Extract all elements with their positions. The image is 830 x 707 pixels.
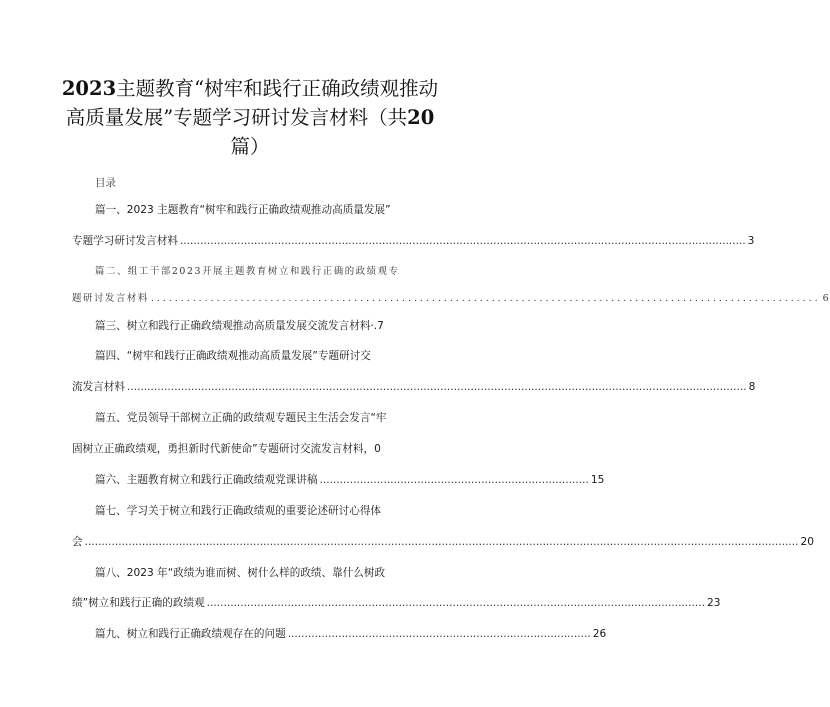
title-count: 20 [407, 106, 435, 129]
toc-entry-5-line1[interactable] [95, 411, 420, 425]
leader-dots: .................................................................................................................................................................................................................... [84, 536, 799, 548]
title-line2: 高质量发展”专题学习研讨发言材料（共 [65, 106, 408, 129]
toc-entry-9-line1[interactable] [95, 627, 607, 641]
leader-dots: ........................................................................................................................................................................ [179, 235, 746, 247]
toc-page-number: 3 [747, 235, 755, 247]
toc-entry-7-line1[interactable] [95, 504, 420, 518]
toc-entry-text: 篇七、学习关于树立和践行正确政绩观的重要论述研讨心得体 [95, 505, 382, 517]
title-line3: 篇） [230, 135, 270, 158]
toc-entry-6-line1[interactable] [95, 473, 605, 487]
toc-entry-text: 篇四、“树牢和践行正确政绩观推动高质量发展”专题研讨交 [95, 350, 371, 362]
toc-page-number: 6 [822, 293, 830, 304]
leader-dots: ................................................................................................................ [150, 293, 821, 304]
toc-entry-8-line2[interactable] [72, 596, 721, 610]
toc-entry-text: 会 [72, 536, 83, 548]
toc-heading: 目录 [95, 177, 116, 189]
toc-page-number: 8 [748, 381, 756, 393]
document-title [50, 74, 450, 161]
toc-entry-text: 篇一、2023 主题教育“树牢和践行正确政绩观推动高质量发展” [95, 204, 391, 216]
toc-page-number: 26 [592, 628, 607, 640]
toc-entry-text: 绩”树立和践行正确的政绩观 [72, 597, 205, 609]
toc-entry-3-line1[interactable] [95, 319, 420, 333]
leader-dots: ........................................................................................................................................................................................ [126, 381, 747, 393]
toc-entry-8-line1[interactable] [95, 566, 420, 580]
toc-entry-1-line1[interactable] [95, 203, 420, 217]
leader-dots: ................................................................................ [319, 474, 589, 486]
toc-entry-4-line2[interactable] [72, 380, 756, 394]
toc-entry-2-line1[interactable] [95, 265, 420, 279]
toc-entry-1-line2[interactable] [72, 234, 755, 248]
toc-entry-text: 流发言材料 [72, 381, 125, 393]
toc-entry-text: 篇三、树立和践行正确政绩观推动高质量发展交流发言材料·.7 [95, 320, 384, 332]
toc-entry-4-line1[interactable] [95, 349, 420, 363]
toc-entry-text: 篇五、党员领导干部树立正确的政绩观专题民主生活会发言“牢 [95, 412, 387, 424]
leader-dots: .......................................................................................... [287, 628, 591, 640]
toc-entry-text: 专题学习研讨发言材料 [72, 235, 178, 247]
title-line1: 主题教育“树牢和践行正确政绩观推动 [116, 77, 439, 100]
toc-entry-text: 题研讨发言材料 [72, 293, 149, 304]
toc-entry-text: 篇二、组工干部2023开展主题教育树立和践行正确的政绩观专 [95, 266, 400, 277]
toc-entry-text: 篇六、主题教育树立和践行正确政绩观党课讲稿 [95, 474, 318, 486]
toc-entry-7-line2[interactable] [72, 535, 814, 549]
leader-dots: .................................................................................................................................................... [206, 597, 706, 609]
toc-page-number: 20 [800, 536, 814, 548]
title-year: 2023 [61, 77, 117, 100]
toc-page-number: 15 [590, 474, 605, 486]
toc-entry-text: 固树立正确政绩观，勇担新时代新使命”专题研讨交流发言材料，0 [72, 443, 381, 455]
toc-entry-text: 篇九、树立和践行正确政绩观存在的问题 [95, 628, 286, 640]
toc-entry-2-line2[interactable] [72, 292, 830, 306]
toc-entry-5-line2[interactable] [72, 442, 417, 456]
toc-page-number: 23 [707, 597, 721, 609]
toc-entry-text: 篇八、2023 年“政绩为谁而树、树什么样的政绩、靠什么树政 [95, 567, 386, 579]
